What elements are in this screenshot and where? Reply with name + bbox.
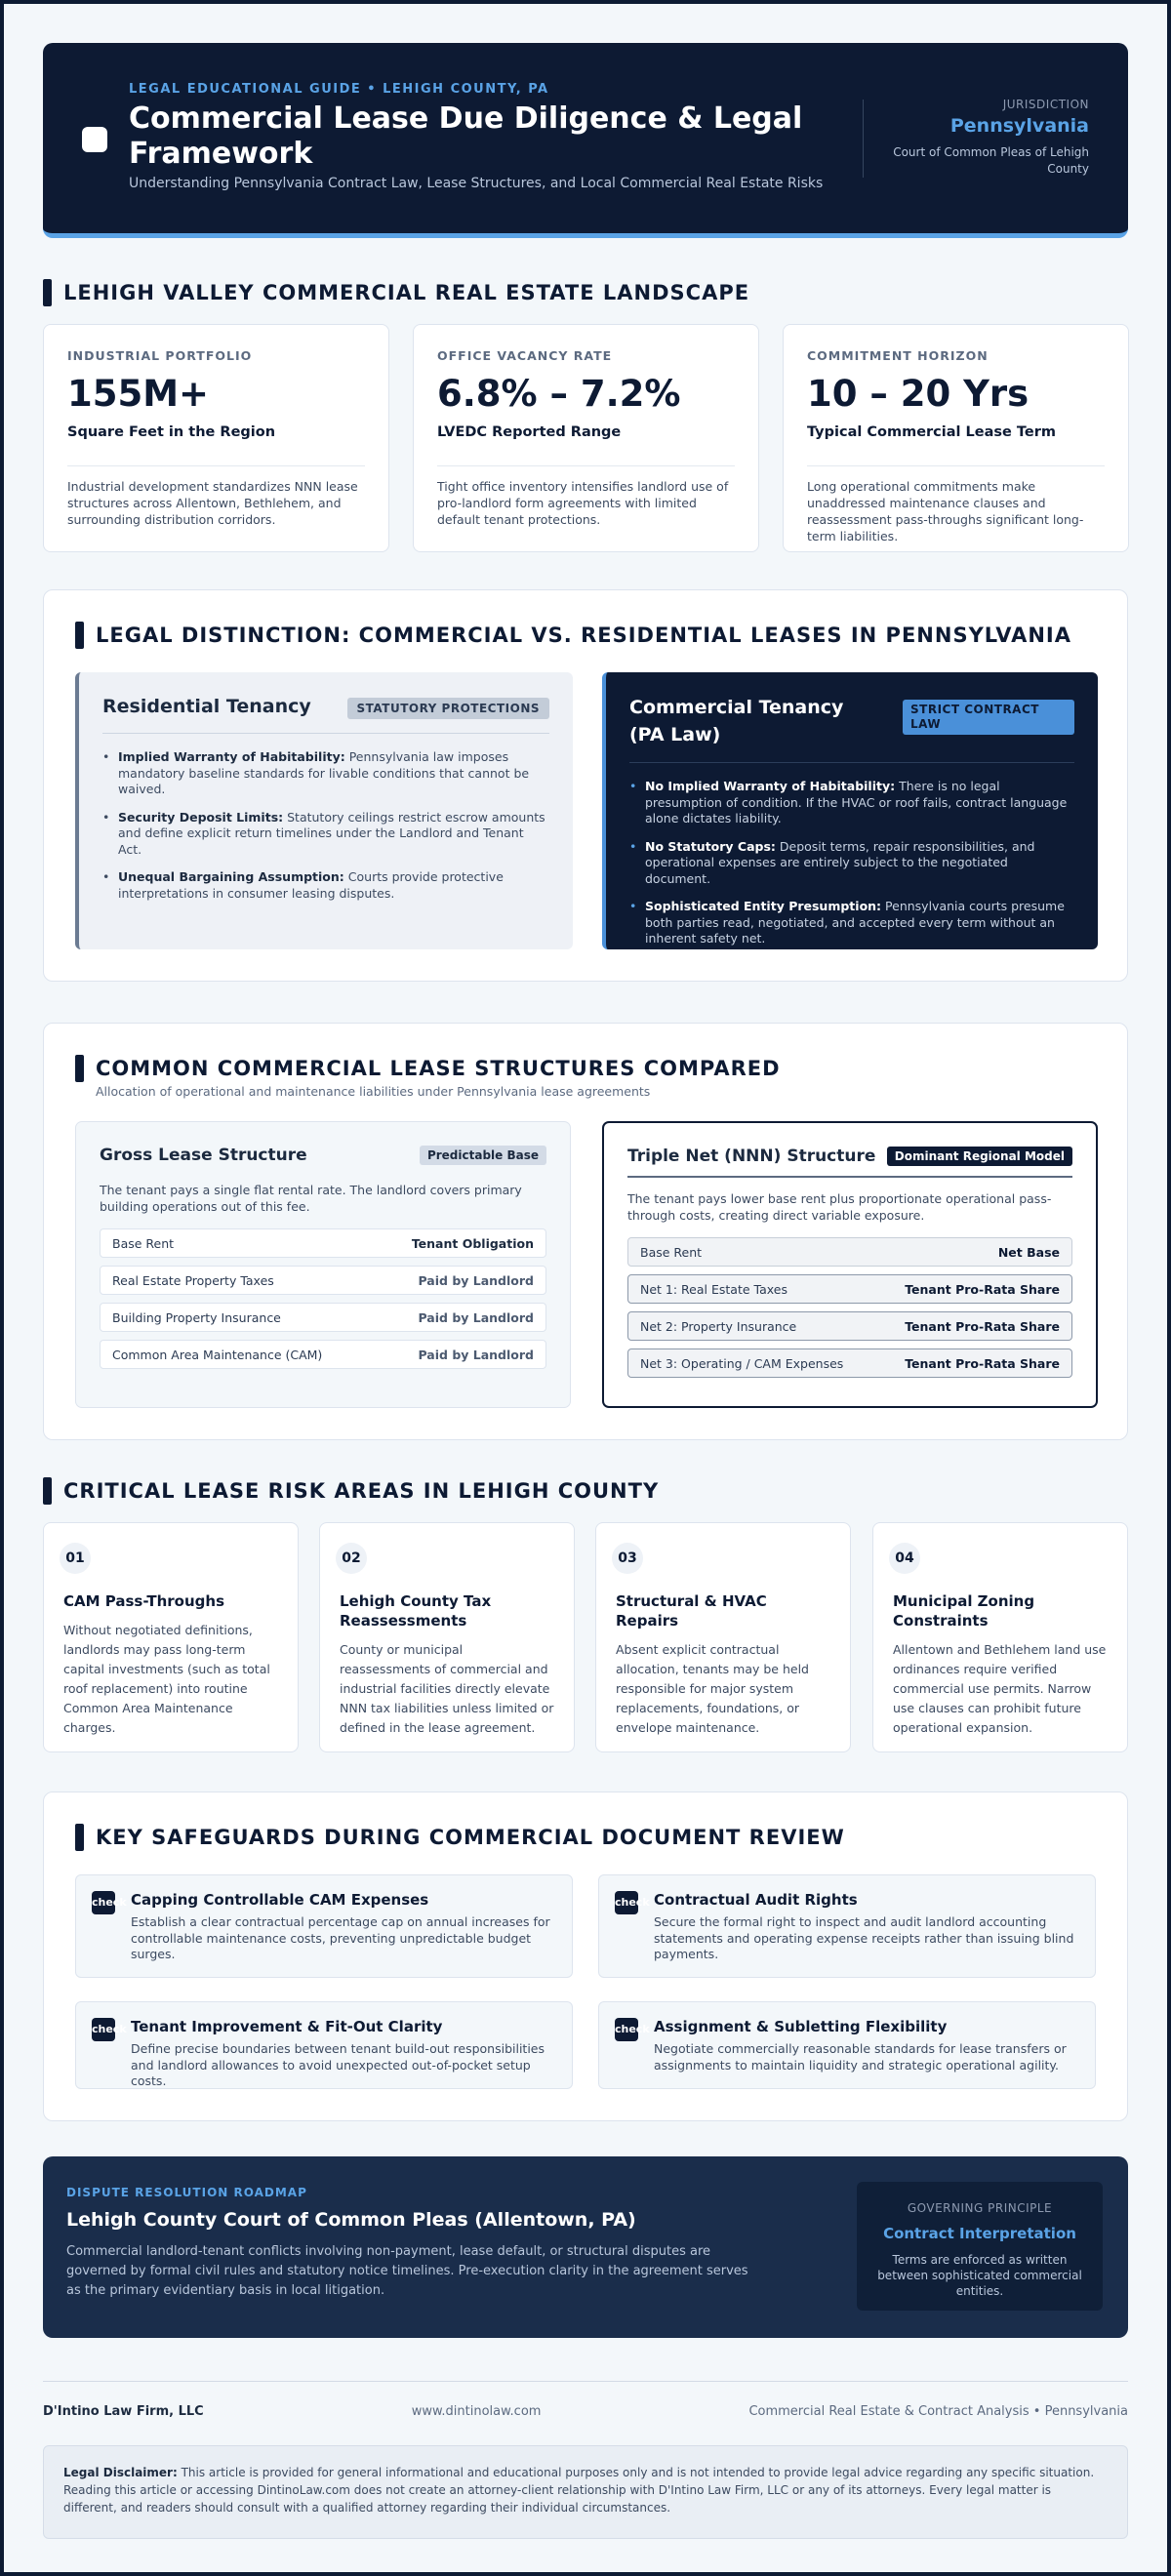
table-row: Base Rent Tenant Obligation (100, 1228, 546, 1258)
jurisdiction-block (865, 98, 1089, 178)
heading-bar (43, 1477, 52, 1505)
logo-icon (82, 127, 107, 152)
heading-bar (75, 1055, 84, 1082)
section-heading-structures (75, 1055, 781, 1082)
table-row: Building Property Insurance Paid by Landlord (100, 1303, 546, 1332)
gross-lease-badge: Predictable Base (420, 1146, 546, 1165)
list-item: • Unequal Bargaining Assumption: Courts provide protective interpretations in consumer leasing disputes. (102, 869, 549, 902)
gross-lease-title: Gross Lease Structure (100, 1146, 307, 1165)
list-item: • Implied Warranty of Habitability: Pennsylvania law imposes mandatory baseline standards for livable conditions that cannot be waived. (102, 749, 549, 798)
stat-value: 155M+ (67, 373, 210, 415)
check-icon: check (615, 2018, 638, 2041)
safeguard-title: Assignment & Subletting Flexibility (654, 2018, 948, 2035)
safeguard-card (598, 1874, 1096, 1978)
stat-value: 6.8% – 7.2% (437, 373, 681, 415)
risk-title: Lehigh County Tax Reassessments (340, 1592, 492, 1630)
commercial-badge: STRICT CONTRACT LAW (903, 700, 1074, 735)
footer-firm: D'Intino Law Firm, LLC (43, 2404, 204, 2419)
list-item: • No Implied Warranty of Habitability: There is no legal presumption of condition. If the HVAC or roof fails, contract language alone dictates liability. (629, 779, 1074, 827)
safeguards-panel (43, 1791, 1128, 2121)
principle-label: GOVERNING PRINCIPLE (907, 2201, 1053, 2215)
table-row: Net 3: Operating / CAM Expenses Tenant Pro-Rata Share (627, 1348, 1072, 1378)
risk-desc: County or municipal reassessments of commercial and industrial facilities directly elevate NNN tax liabilities unless limited or defined in the lease agreement. (340, 1642, 554, 1735)
risk-number: 04 (889, 1543, 920, 1574)
section-heading-distinction (75, 622, 1071, 649)
roadmap-eyebrow: DISPUTE RESOLUTION ROADMAP (66, 2186, 307, 2199)
footer (43, 2404, 1128, 2419)
stat-divider (807, 465, 1105, 466)
jurisdiction-value: Pennsylvania (949, 115, 1089, 137)
roadmap-desc: Commercial landlord-tenant conflicts involving non-payment, lease default, or structural disputes are governed by formal civil rules and statutory notice timelines. Pre-execution clarity in the agreement serves as the primary evidentiary basis in local litigation. (66, 2244, 748, 2298)
risk-desc: Allentown and Bethlehem land use ordinances require verified commercial use permits. Narrow use clauses can prohibit future operational expansion. (893, 1642, 1107, 1735)
footer-website-link[interactable]: www.dintinolaw.com (411, 2404, 542, 2419)
jurisdiction-court: Court of Common Pleas of Lehigh County (893, 145, 1089, 176)
legal-distinction-panel (43, 589, 1128, 982)
table-row: Real Estate Property Taxes Paid by Landlord (100, 1266, 546, 1295)
nnn-lease-header (627, 1147, 1072, 1166)
safeguard-desc: Define precise boundaries between tenant build-out responsibilities and landlord allowances to avoid unexpected out-of-pocket setup costs. (131, 2041, 545, 2088)
residential-points (102, 749, 549, 902)
footer-tagline: Commercial Real Estate & Contract Analysis • Pennsylvania (748, 2404, 1128, 2419)
section-heading-safeguards (75, 1824, 845, 1851)
heading-bar (75, 1824, 84, 1851)
stat-desc: Long operational commitments make unaddressed maintenance clauses and reassessment pass-throughs significant long-term liabilities. (807, 479, 1084, 543)
section-heading-landscape (43, 279, 749, 306)
risk-title: CAM Pass-Throughs (63, 1592, 224, 1610)
page-subtitle: Understanding Pennsylvania Contract Law, Lease Structures, and Local Commercial Real Estate Risks (129, 176, 824, 191)
safeguard-title: Capping Controllable CAM Expenses (131, 1891, 429, 1909)
nnn-lease-badge: Dominant Regional Model (887, 1147, 1072, 1166)
safeguard-title: Tenant Improvement & Fit-Out Clarity (131, 2018, 443, 2035)
principle-value: Contract Interpretation (883, 2225, 1076, 2242)
table-row: Net 1: Real Estate Taxes Tenant Pro-Rata Share (627, 1274, 1072, 1304)
stat-sub: Typical Commercial Lease Term (807, 424, 1056, 440)
disclaimer-text: This article is provided for general informational and educational purposes only and is not intended to provide legal advice regarding any specific situation. Reading this article or accessing DintinoLaw.com does not create an attorney-client relationship with D'Intino Law Firm, LLC or any of its attorneys. Every legal matter is different, and readers should consult with a qualified attorney regarding their individual circumstances. (63, 2466, 1095, 2515)
structures-subheading: Allocation of operational and maintenance liabilities under Pennsylvania lease agreements (96, 1084, 651, 1099)
gross-lease-desc: The tenant pays a single flat rental rate. The landlord covers primary building operations out of this fee. (100, 1183, 522, 1214)
stat-value: 10 – 20 Yrs (807, 373, 1030, 415)
check-icon: check (615, 1891, 638, 1914)
risk-card (595, 1522, 851, 1752)
risk-desc: Absent explicit contractual allocation, tenants may be held responsible for major system replacements, foundations, or envelope maintenance. (616, 1642, 809, 1735)
legal-disclaimer (43, 2445, 1128, 2539)
list-item: • Sophisticated Entity Presumption: Pennsylvania courts presume both parties read, negotiated, and accepted every term without an inherent safety net. (629, 899, 1074, 947)
safeguard-desc: Establish a clear contractual percentage cap on annual increases for controllable maintenance costs, preventing unpredictable budget surges. (131, 1914, 550, 1961)
nnn-lease-title: Triple Net (NNN) Structure (627, 1147, 876, 1166)
safeguard-card (75, 2001, 573, 2089)
stat-label: COMMITMENT HORIZON (807, 348, 989, 363)
risk-card (43, 1522, 299, 1752)
check-icon: check (92, 2018, 115, 2041)
risk-card (319, 1522, 575, 1752)
risks-heading: CRITICAL LEASE RISK AREAS IN LEHIGH COUNTY (63, 1479, 660, 1503)
residential-badge: STATUTORY PROTECTIONS (347, 698, 549, 719)
safeguards-heading: KEY SAFEGUARDS DURING COMMERCIAL DOCUMENT REVIEW (96, 1826, 845, 1849)
safeguard-title: Contractual Audit Rights (654, 1891, 858, 1909)
stat-divider (67, 465, 365, 466)
stat-label: OFFICE VACANCY RATE (437, 348, 613, 363)
heading-bar (75, 622, 84, 649)
residential-card (75, 672, 573, 949)
governing-principle-box (857, 2182, 1103, 2311)
commercial-points (629, 779, 1074, 947)
distinction-heading: LEGAL DISTINCTION: COMMERCIAL VS. RESIDENTIAL LEASES IN PENNSYLVANIA (96, 624, 1071, 647)
risk-number: 03 (612, 1543, 643, 1574)
nnn-underline (627, 1176, 1072, 1178)
residential-title: Residential Tenancy (102, 696, 311, 717)
header-divider (863, 100, 864, 178)
safeguard-desc: Secure the formal right to inspect and audit landlord accounting statements and operating expense receipts rather than issuing blind payments. (654, 1914, 1074, 1961)
stat-card (413, 324, 759, 552)
nnn-lease-desc: The tenant pays lower base rent plus proportionate operational pass-through costs, creating direct variable exposure. (627, 1191, 1052, 1223)
risk-title: Structural & HVAC Repairs (616, 1592, 767, 1630)
section-heading-risks (43, 1477, 659, 1505)
stat-divider (437, 465, 735, 466)
list-item: • Security Deposit Limits: Statutory ceilings restrict escrow amounts and define explicit return timelines under the Landlord and Tenant Act. (102, 810, 549, 859)
heading-bar (43, 279, 52, 306)
stat-card (43, 324, 389, 552)
landscape-heading: LEHIGH VALLEY COMMERCIAL REAL ESTATE LANDSCAPE (63, 281, 750, 304)
dispute-roadmap-banner (43, 2156, 1128, 2338)
risk-title: Municipal Zoning Constraints (893, 1592, 1035, 1630)
risk-desc: Without negotiated definitions, landlords may pass long-term capital investments (such as total roof replacement) into routine Common Area Maintenance charges. (63, 1623, 270, 1735)
gross-lease-card (75, 1121, 571, 1408)
jurisdiction-label: JURISDICTION (1002, 98, 1089, 111)
table-row: Base Rent Net Base (627, 1237, 1072, 1267)
safeguard-card (598, 2001, 1096, 2089)
header-banner (43, 43, 1128, 238)
safeguard-card (75, 1874, 573, 1978)
safeguard-desc: Negotiate commercially reasonable standards for lease transfers or assignments to maintain liquidity and strategic operational agility. (654, 2041, 1067, 2073)
commercial-title: Commercial Tenancy (PA Law) (629, 697, 844, 745)
stat-sub: Square Feet in the Region (67, 424, 276, 440)
footer-divider (43, 2381, 1128, 2382)
stat-label: INDUSTRIAL PORTFOLIO (67, 348, 253, 363)
check-icon: check (92, 1891, 115, 1914)
stat-desc: Tight office inventory intensifies landlord use of pro-landlord form agreements with limited default tenant protections. (437, 479, 729, 527)
residential-card-header (102, 696, 549, 734)
header-eyebrow: LEGAL EDUCATIONAL GUIDE • LEHIGH COUNTY, PA (129, 82, 549, 97)
stat-desc: Industrial development standardizes NNN lease structures across Allentown, Bethlehem, and surrounding distribution corridors. (67, 479, 358, 527)
list-item: • No Statutory Caps: Deposit terms, repair responsibilities, and operational expenses are entirely subject to the negotiated document. (629, 839, 1074, 888)
risk-card (872, 1522, 1128, 1752)
gross-lease-header (100, 1146, 546, 1165)
structures-heading: COMMON COMMERCIAL LEASE STRUCTURES COMPARED (96, 1057, 781, 1080)
table-row: Common Area Maintenance (CAM) Paid by Landlord (100, 1340, 546, 1369)
page (4, 4, 1167, 2572)
page-title: Commercial Lease Due Diligence & Legal Framework (129, 101, 803, 171)
roadmap-title: Lehigh County Court of Common Pleas (Allentown, PA) (66, 2209, 636, 2231)
risk-number: 01 (60, 1543, 91, 1574)
stat-card (783, 324, 1129, 552)
stat-sub: LVEDC Reported Range (437, 424, 622, 440)
risk-number: 02 (336, 1543, 367, 1574)
lease-structures-panel (43, 1023, 1128, 1440)
disclaimer-label: Legal Disclaimer: (63, 2466, 178, 2479)
nnn-lease-card (602, 1121, 1098, 1408)
commercial-card (602, 672, 1098, 949)
commercial-card-header (629, 694, 1074, 763)
table-row: Net 2: Property Insurance Tenant Pro-Rata Share (627, 1311, 1072, 1341)
principle-desc: Terms are enforced as written between sophisticated commercial entities. (877, 2253, 1082, 2298)
